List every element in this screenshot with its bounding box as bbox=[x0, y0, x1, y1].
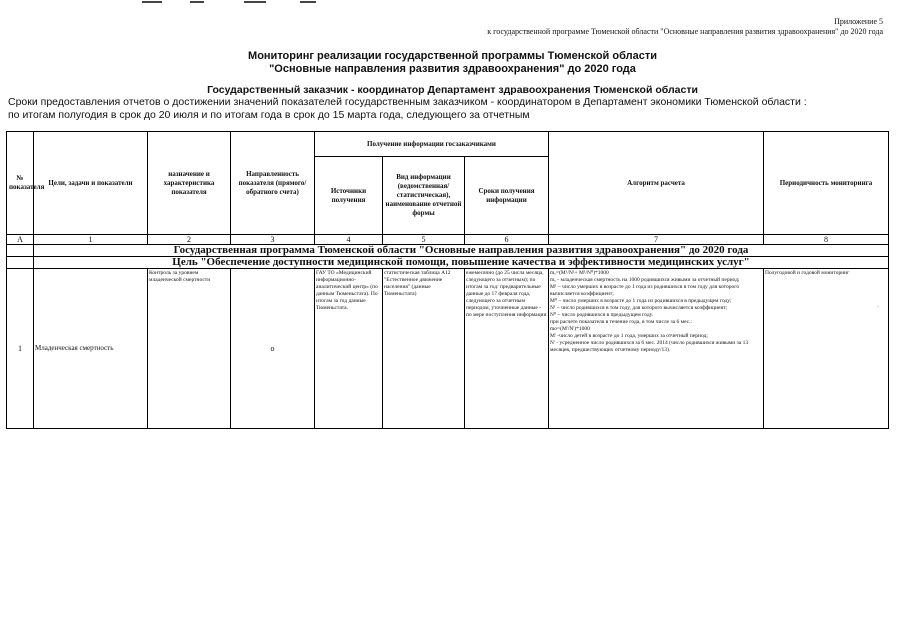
header-direction: Направленность показателя (прямого/обратного счета) bbox=[231, 132, 315, 235]
scan-artifact bbox=[300, 1, 316, 3]
scan-artifact bbox=[244, 1, 266, 3]
deadline-line-1: Сроки предоставления отчетов о достижении значений показателей государственным заказчиком - координатором в Департамент экономики Тюменской области : bbox=[8, 96, 807, 108]
header-purpose: назначение и характеристика показателя bbox=[148, 132, 231, 235]
algorithm-line: mₒ=(M¹/N¹+ M¹/N⁰)*1000 bbox=[550, 270, 609, 276]
algorithm-line: N⁰ – число родившихся в предыдущем году. bbox=[550, 312, 654, 318]
appendix-note bbox=[487, 17, 883, 37]
goal-row-empty bbox=[7, 257, 34, 269]
indicator-direction: о bbox=[231, 269, 315, 429]
title-line-2: "Основные направления развития здравоохранения" до 2020 года bbox=[269, 63, 636, 75]
col-number: 3 bbox=[231, 235, 315, 245]
page-title bbox=[0, 50, 905, 76]
appendix-line-2: к государственной программе Тюменской области "Основные направления развития здравоохранения" до 2020 года bbox=[487, 27, 883, 36]
col-number: 2 bbox=[148, 235, 231, 245]
info-terms: ежемесячно (до 25 числа месяца, следующего за отчетным); по итогам за год: предварительные данные до 17 февраля года, следующего за отчетным периодом, уточненные данные - по мере поступления информации bbox=[465, 269, 549, 429]
algorithm-line: M¹ – число умерших в возрасте до 1 года из родившихся в том году для которого вычисляется коэффициент; bbox=[550, 284, 740, 297]
title-line-1: Мониторинг реализации государственной программы Тюменской области bbox=[248, 50, 657, 62]
header-row-1 bbox=[7, 132, 889, 157]
algorithm-line: M⁰ – число умерших в возрасте до 1 года из родившихся в предыдущем году; bbox=[550, 298, 732, 304]
state-customer: Государственный заказчик - координатор Департамент здравоохранения Тюменской области bbox=[207, 84, 698, 96]
deadline-line-2: по итогам полугодия в срок до 20 июля и по итогам года в срок до 15 марта года, следующего за отчетным bbox=[8, 109, 530, 121]
row-num: 1 bbox=[7, 269, 34, 429]
col-number: 5 bbox=[383, 235, 465, 245]
col-number: 4 bbox=[315, 235, 383, 245]
header-info-group: Получение информации госзаказчиками bbox=[315, 132, 549, 157]
header-num: № показателя bbox=[7, 132, 34, 235]
program-row-empty bbox=[7, 245, 34, 257]
monitoring-table bbox=[6, 131, 889, 429]
col-number: 1 bbox=[34, 235, 148, 245]
header-periodicity: Периодичность мониторинга bbox=[764, 132, 889, 235]
indicator-purpose: Контроль за уровнем младенческой смертности bbox=[148, 269, 231, 429]
col-number: 6 bbox=[465, 235, 549, 245]
scan-artifact bbox=[190, 1, 204, 3]
algorithm-line: mo=(M'/N')*1000 bbox=[550, 326, 590, 332]
col-number: 8 bbox=[764, 235, 889, 245]
indicator-name: Младенческая смертность bbox=[34, 269, 148, 429]
info-source: ГАУ ТО «Медицинский информационно-аналитический центр» (по данным Тюменьстата). По итогам за год данные Тюменьстата. bbox=[315, 269, 383, 429]
algorithm-line: N¹ – число родившихся в том году, для которого вычисляется коэффициент; bbox=[550, 305, 728, 311]
goal-title: Цель "Обеспечение доступности медицинской помощи, повышение качества и эффективности медицинских услуг" bbox=[34, 257, 889, 269]
info-type: статистическая таблица А12 "Естественное движение населения" (данные Тюменьстата) bbox=[383, 269, 465, 429]
program-row bbox=[7, 245, 889, 257]
algorithm-line: mₒ - младенческая смертность на 1000 родившихся живыми за отчетный период; bbox=[550, 277, 740, 283]
goal-row bbox=[7, 257, 889, 269]
calculation-algorithm bbox=[549, 269, 764, 429]
appendix-line-1: Приложение 5 bbox=[834, 17, 883, 26]
table-row bbox=[7, 269, 889, 429]
header-algorithm: Алгоритм расчета bbox=[549, 132, 764, 235]
algorithm-line: M' -число детей в возрасте до 1 года, умерших за отчетный период; bbox=[550, 333, 708, 339]
report-deadlines bbox=[8, 96, 807, 122]
column-number-row bbox=[7, 235, 889, 245]
col-number: А bbox=[7, 235, 34, 245]
program-title: Государственная программа Тюменской области "Основные направления развития здравоохранения" до 2020 года bbox=[34, 245, 889, 257]
algorithm-line: N' - усредненное число родившихся за 6 мес. 2014 (число родившихся живыми за 13 месяцев, предшествующих отчетному периоду/13). bbox=[550, 340, 749, 353]
scan-artifact bbox=[142, 1, 162, 3]
header-terms: Сроки получения информации bbox=[465, 157, 549, 235]
algorithm-line: при расчете показателя в течение года, в том числе за 6 мес.: bbox=[550, 319, 692, 325]
header-goals: Цели, задачи и показатели bbox=[34, 132, 148, 235]
header-source: Источники получения bbox=[315, 157, 383, 235]
scan-speck: · bbox=[877, 304, 879, 310]
col-number: 7 bbox=[549, 235, 764, 245]
header-info-type: Вид информации (ведомственная/статистическая), наименование отчетной формы bbox=[383, 157, 465, 235]
monitoring-periodicity: Полугодовой и годовой мониторинг bbox=[764, 269, 889, 429]
